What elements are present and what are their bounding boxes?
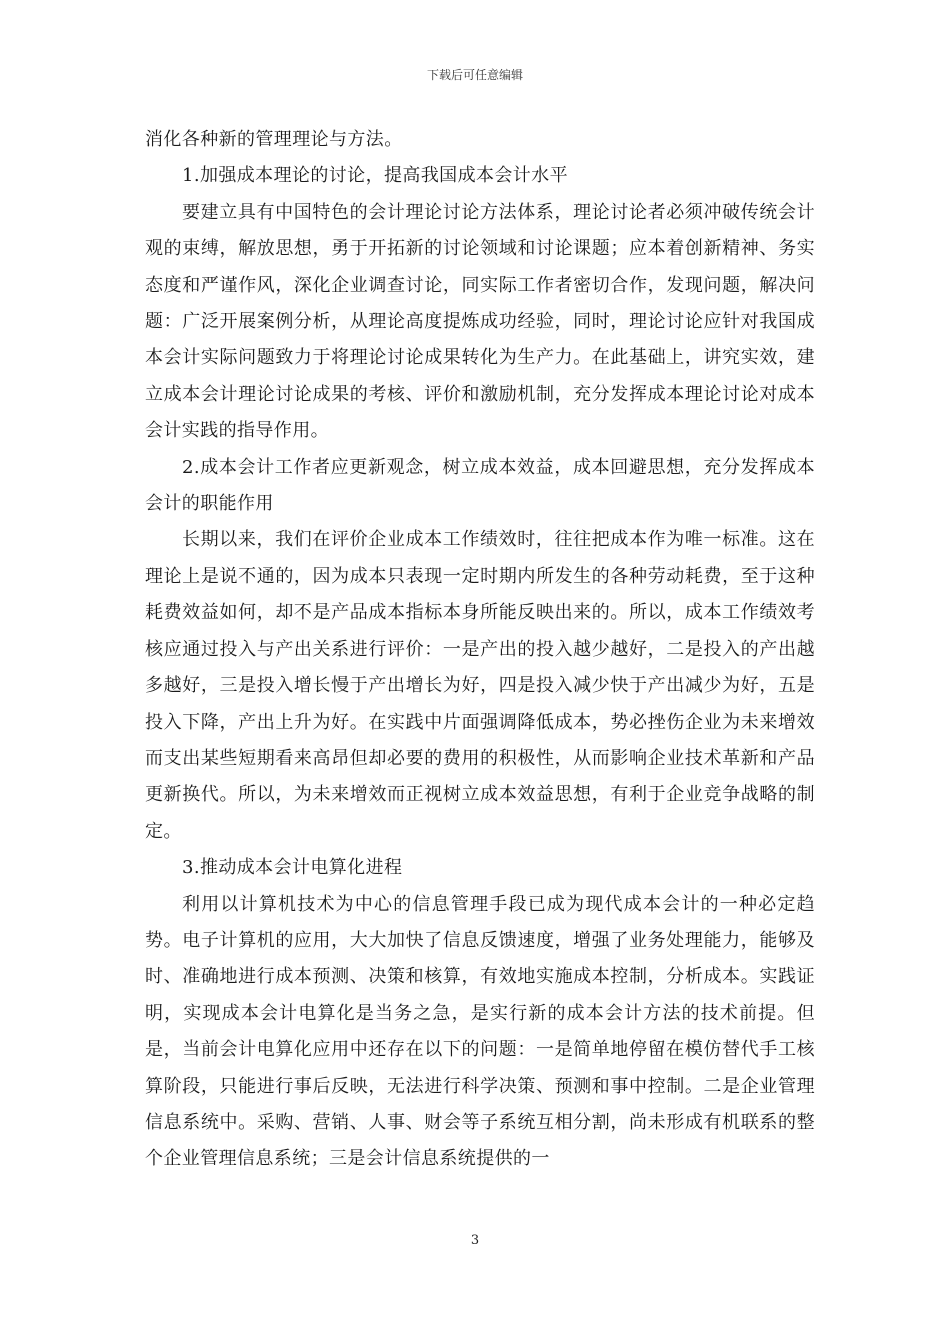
section-heading-1: 1.加强成本理论的讨论，提高我国成本会计水平 [182, 165, 568, 187]
section-heading-3: 3.推动成本会计电算化进程 [182, 857, 403, 879]
paragraph: 利用以计算机技术为中心的信息管理手段已成为现代成本会计的一种必定趋势。电子计算机的应用，大大加快了信息反馈速度，增强了业务处理能力，能够及时、准确地进行成本预测、决策和核算，有效地实施成本控制，分析成本。实践证明，实现成本会计电算化是当务之急，是实行新的成本会计方法的技术前提。但是，当前会计电算化应用中还存在以下的问题：一是简单地停留在模仿替代手工核算阶段，只能进行事后反映，无法进行科学决策、预测和事中控制。二是企业管理信息系统中。采购、营销、人事、财会等子系统互相分割，尚未形成有机联系的整个企业管理信息系统；三是会计信息系统提供的一 [145, 893, 815, 1170]
document-body [145, 122, 815, 1178]
paragraph: 要建立具有中国特色的会计理论讨论方法体系，理论讨论者必须冲破传统会计观的束缚，解放思想，勇于开拓新的讨论领域和讨论课题；应本着创新精神、务实态度和严谨作风，深化企业调查讨论，同实际工作者密切合作，发现问题，解决问题：广泛开展案例分析，从理论高度提炼成功经验，同时，理论讨论应针对我国成本会计实际问题致力于将理论讨论成果转化为生产力。在此基础上，讲究实效，建立成本会计理论讨论成果的考核、评价和激励机制，充分发挥成本理论讨论对成本会计实践的指导作用。 [145, 201, 815, 442]
section-heading-2: 2.成本会计工作者应更新观念，树立成本效益，成本回避思想，充分发挥成本会计的职能作用 [145, 456, 815, 515]
paragraph: 消化各种新的管理理论与方法。 [145, 129, 403, 150]
page-header: 下载后可任意编辑 [426, 68, 523, 82]
paragraph: 长期以来，我们在评价企业成本工作绩效时，往往把成本作为唯一标准。这在理论上是说不通的，因为成本只表现一定时期内所发生的各种劳动耗费，至于这种耗费效益如何，却不是产品成本指标本身所能反映出来的。所以，成本工作绩效考核应通过投入与产出关系进行评价：一是产出的投入越少越好，二是投入的产出越多越好，三是投入增长慢于产出增长为好，四是投入减少快于产出减少为好，五是投入下降，产出上升为好。在实践中片面强调降低成本，势必挫伤企业为未来增效而支出某些短期看来高昂但却必要的费用的积极性，从而影响企业技术革新和产品更新换代。所以，为未来增效而正视树立成本效益思想，有利于企业竞争战略的制定。 [145, 529, 815, 842]
page-number: 3 [470, 1233, 480, 1248]
